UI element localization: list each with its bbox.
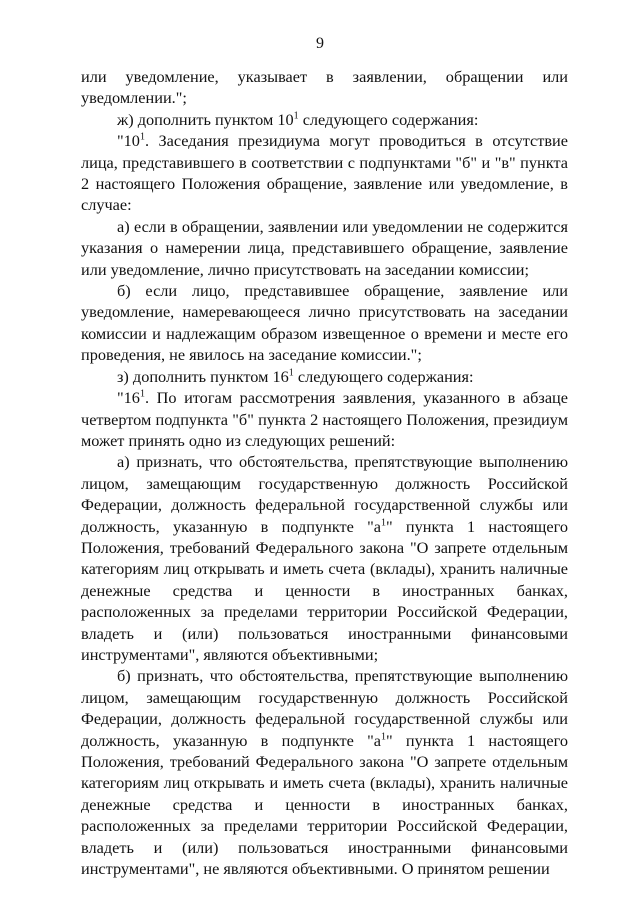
text-run: а) признать, что обстоятельства, препятствующие выполнению лицом, замещающим государственную должность Российской Федерации, должность федеральной государственной службы или должность, указанную в подпункте "а (81, 452, 568, 536)
text-run: "16 (117, 388, 140, 408)
superscript: 1 (288, 367, 294, 379)
text-run: . По итогам рассмотрения заявления, указанного в абзаце четвертом подпункта "б" пункта 2 настоящего Положения, президиум может принять одно из следующих решений: (81, 388, 568, 450)
paragraph-p5 (81, 366, 568, 387)
superscript: 1 (293, 110, 299, 122)
paragraph-p3 (81, 216, 568, 280)
text-run: или уведомление, указывает в заявлении, обращении или уведомлении."; (81, 67, 568, 108)
text-run: б) признать, что обстоятельства, препятствующие выполнению лицом, замещающим государственную должность Российской Федерации, должность федеральной государственной службы или должность, указанную в подпункте "а (81, 666, 568, 750)
text-run: з) дополнить пунктом 16 (117, 366, 289, 386)
paragraph-p6 (81, 387, 568, 451)
paragraph-p2 (81, 130, 568, 216)
text-run: " пункта 1 настоящего Положения, требований Федерального закона "О запрете отдельным категориям лиц открывать и иметь счета (вклады), хранить наличные денежные средства и ценности в иностранных банках, расположенных за пределами территории Российской Федерации, владеть и (или) пользоваться иностранными финансовыми инструментами", не являются объективными. О принятом решении (81, 730, 568, 879)
text-run: следующего содержания: (293, 366, 474, 386)
paragraph-p0 (81, 66, 568, 109)
text-run: б) если лицо, представившее обращение, заявление или уведомление, намеревающееся лично присутствовать на заседании комиссии и надлежащим образом извещенное о времени и месте его проведения, не явилось на заседание комиссии."; (81, 281, 568, 365)
superscript: 1 (381, 517, 387, 529)
text-run: а) если в обращении, заявлении или уведомлении не содержится указания о намерении лица, представившего обращение, заявление или уведомление, лично присутствовать на заседании комиссии; (81, 216, 568, 279)
paragraph-p1 (81, 109, 568, 130)
text-run: следующего содержания: (298, 109, 479, 129)
superscript: 1 (139, 131, 145, 143)
document-body (81, 66, 568, 879)
superscript: 1 (139, 388, 145, 400)
text-run: "10 (117, 131, 140, 151)
superscript: 1 (381, 731, 387, 743)
page-number: 9 (316, 35, 324, 52)
text-run: . Заседания президиума могут проводиться в отсутствие лица, представившего в соответствии с подпунктами "б" и "в" пункта 2 настоящего Положения обращение, заявление или уведомление, в случае: (81, 131, 568, 215)
paragraph-p8 (81, 665, 568, 879)
text-run: ж) дополнить пунктом 10 (117, 109, 294, 129)
text-run: " пункта 1 настоящего Положения, требований Федерального закона "О запрете отдельным категориям лиц открывать и иметь счета (вклады), хранить наличные денежные средства и ценности в иностранных банках, расположенных за пределами территории Российской Федерации, владеть и (или) пользоваться иностранными финансовыми инструментами", являются объективными; (81, 516, 568, 664)
paragraph-p7 (81, 451, 568, 665)
paragraph-p4 (81, 280, 568, 366)
